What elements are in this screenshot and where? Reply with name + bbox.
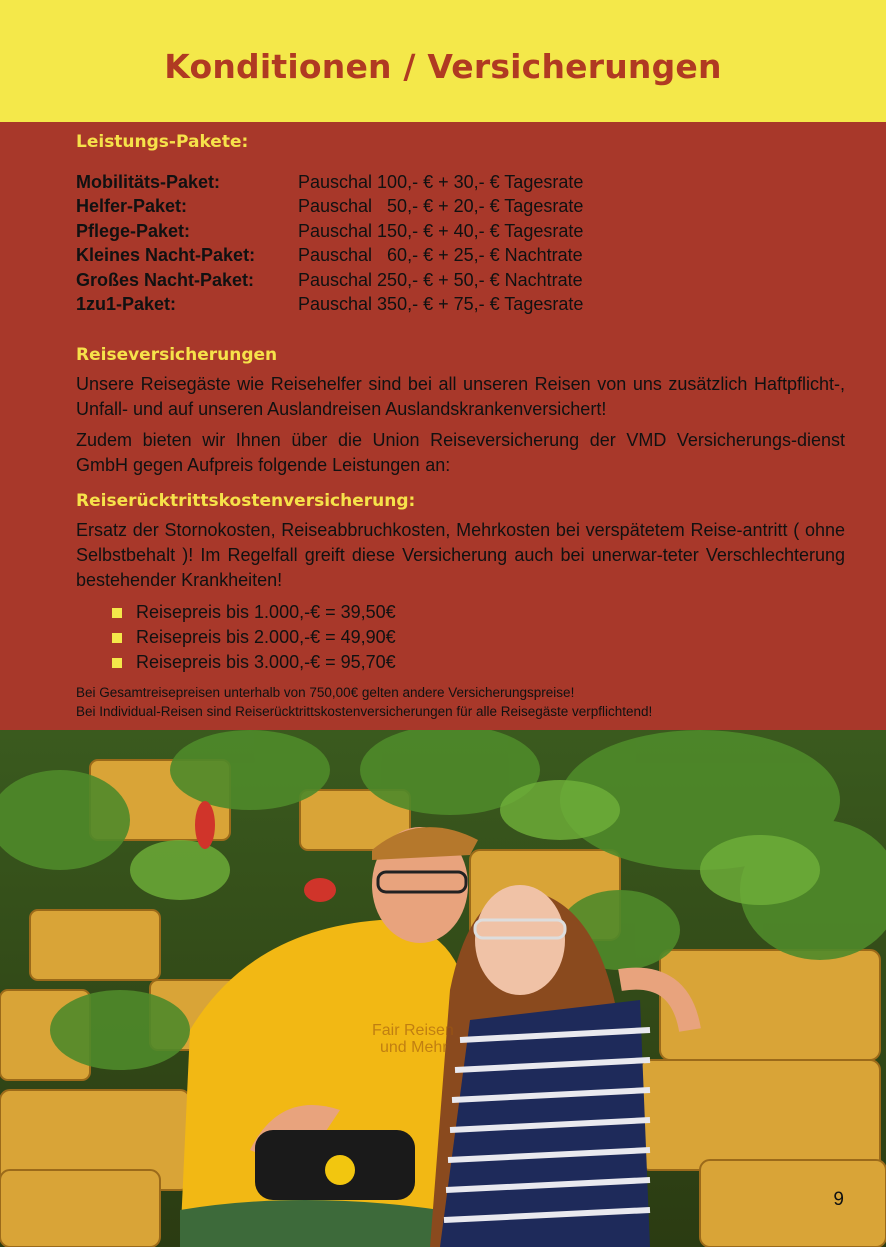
package-row [76,270,583,294]
square-bullet-icon [112,608,122,618]
package-name: Mobilitäts-Paket: [76,172,221,192]
content-panel [0,122,886,730]
package-name: Großes Nacht-Paket: [76,269,255,290]
package-price: Pauschal 60,- € + 25,- € Nachtrate [298,245,583,266]
page-number: 9 [833,1189,844,1210]
page-header [0,0,886,122]
travel-photo [0,730,886,1247]
package-name: 1zu1-Paket: [76,293,177,314]
package-row [76,221,583,245]
shirt-logo-text-1: Fair Reisen [372,1022,454,1039]
package-price: Pauschal 100,- € + 30,- € Tagesrate [298,172,584,192]
package-price: Pauschal 250,- € + 50,- € Nachtrate [298,269,583,290]
square-bullet-icon [112,658,122,668]
package-name: Helfer-Paket: [76,196,188,217]
price-list [112,600,396,675]
travel-insurance-paragraph-2: Zudem bieten wir Ihnen über die Union Reiseversicherung der VMD Versicherungs-dienst GmbH gegen Aufpreis folgende Leistungen an: [76,430,845,475]
package-row [76,172,583,196]
package-price: Pauschal 150,- € + 40,- € Tagesrate [298,220,584,241]
package-row [76,196,583,220]
price-item-text: Reisepreis bis 2.000,-€ = 49,90€ [136,627,396,647]
cancellation-paragraph: Ersatz der Stornokosten, Reiseabbruchkosten, Mehrkosten bei verspätetem Reise-antritt ( ohne Selbstbehalt )! Im Regelfall greift diese Versicherung auch bei unerwar-teter Verschlechterung bestehender Krankheiten! [76,520,845,590]
list-item [112,625,396,650]
travel-insurance-heading: Reiseversicherungen [76,345,278,365]
packages-heading: Leistungs-Pakete: [76,132,249,152]
list-item [112,600,396,625]
list-item [112,650,396,675]
shirt-logo-text-2: und Mehr [380,1039,448,1056]
package-name: Kleines Nacht-Paket: [76,245,256,266]
package-price: Pauschal 50,- € + 20,- € Tagesrate [298,196,584,217]
price-item-text: Reisepreis bis 3.000,-€ = 95,70€ [136,652,396,672]
square-bullet-icon [112,633,122,643]
note-1: Bei Gesamtreisepreisen unterhalb von 750,00€ gelten andere Versicherungspreise! [76,685,575,700]
page-title: Konditionen / Versicherungen [164,47,722,86]
travel-insurance-paragraph-1: Unsere Reisegäste wie Reisehelfer sind bei all unseren Reisen von uns zusätzlich Haftpflicht-, Unfall- und auf unseren Auslandreisen Auslandskrankenversichert! [76,374,845,419]
package-row [76,245,583,269]
note-2: Bei Individual-Reisen sind Reiserücktrittskostenversicherungen für alle Reisegäste verpflichtend! [76,704,653,719]
price-item-text: Reisepreis bis 1.000,-€ = 39,50€ [136,602,396,622]
package-name: Pflege-Paket: [76,220,191,241]
cancellation-heading: Reiserücktrittskostenversicherung: [76,491,416,511]
package-price: Pauschal 350,- € + 75,- € Tagesrate [298,293,584,314]
package-row [76,294,583,318]
packages-table [76,172,583,318]
